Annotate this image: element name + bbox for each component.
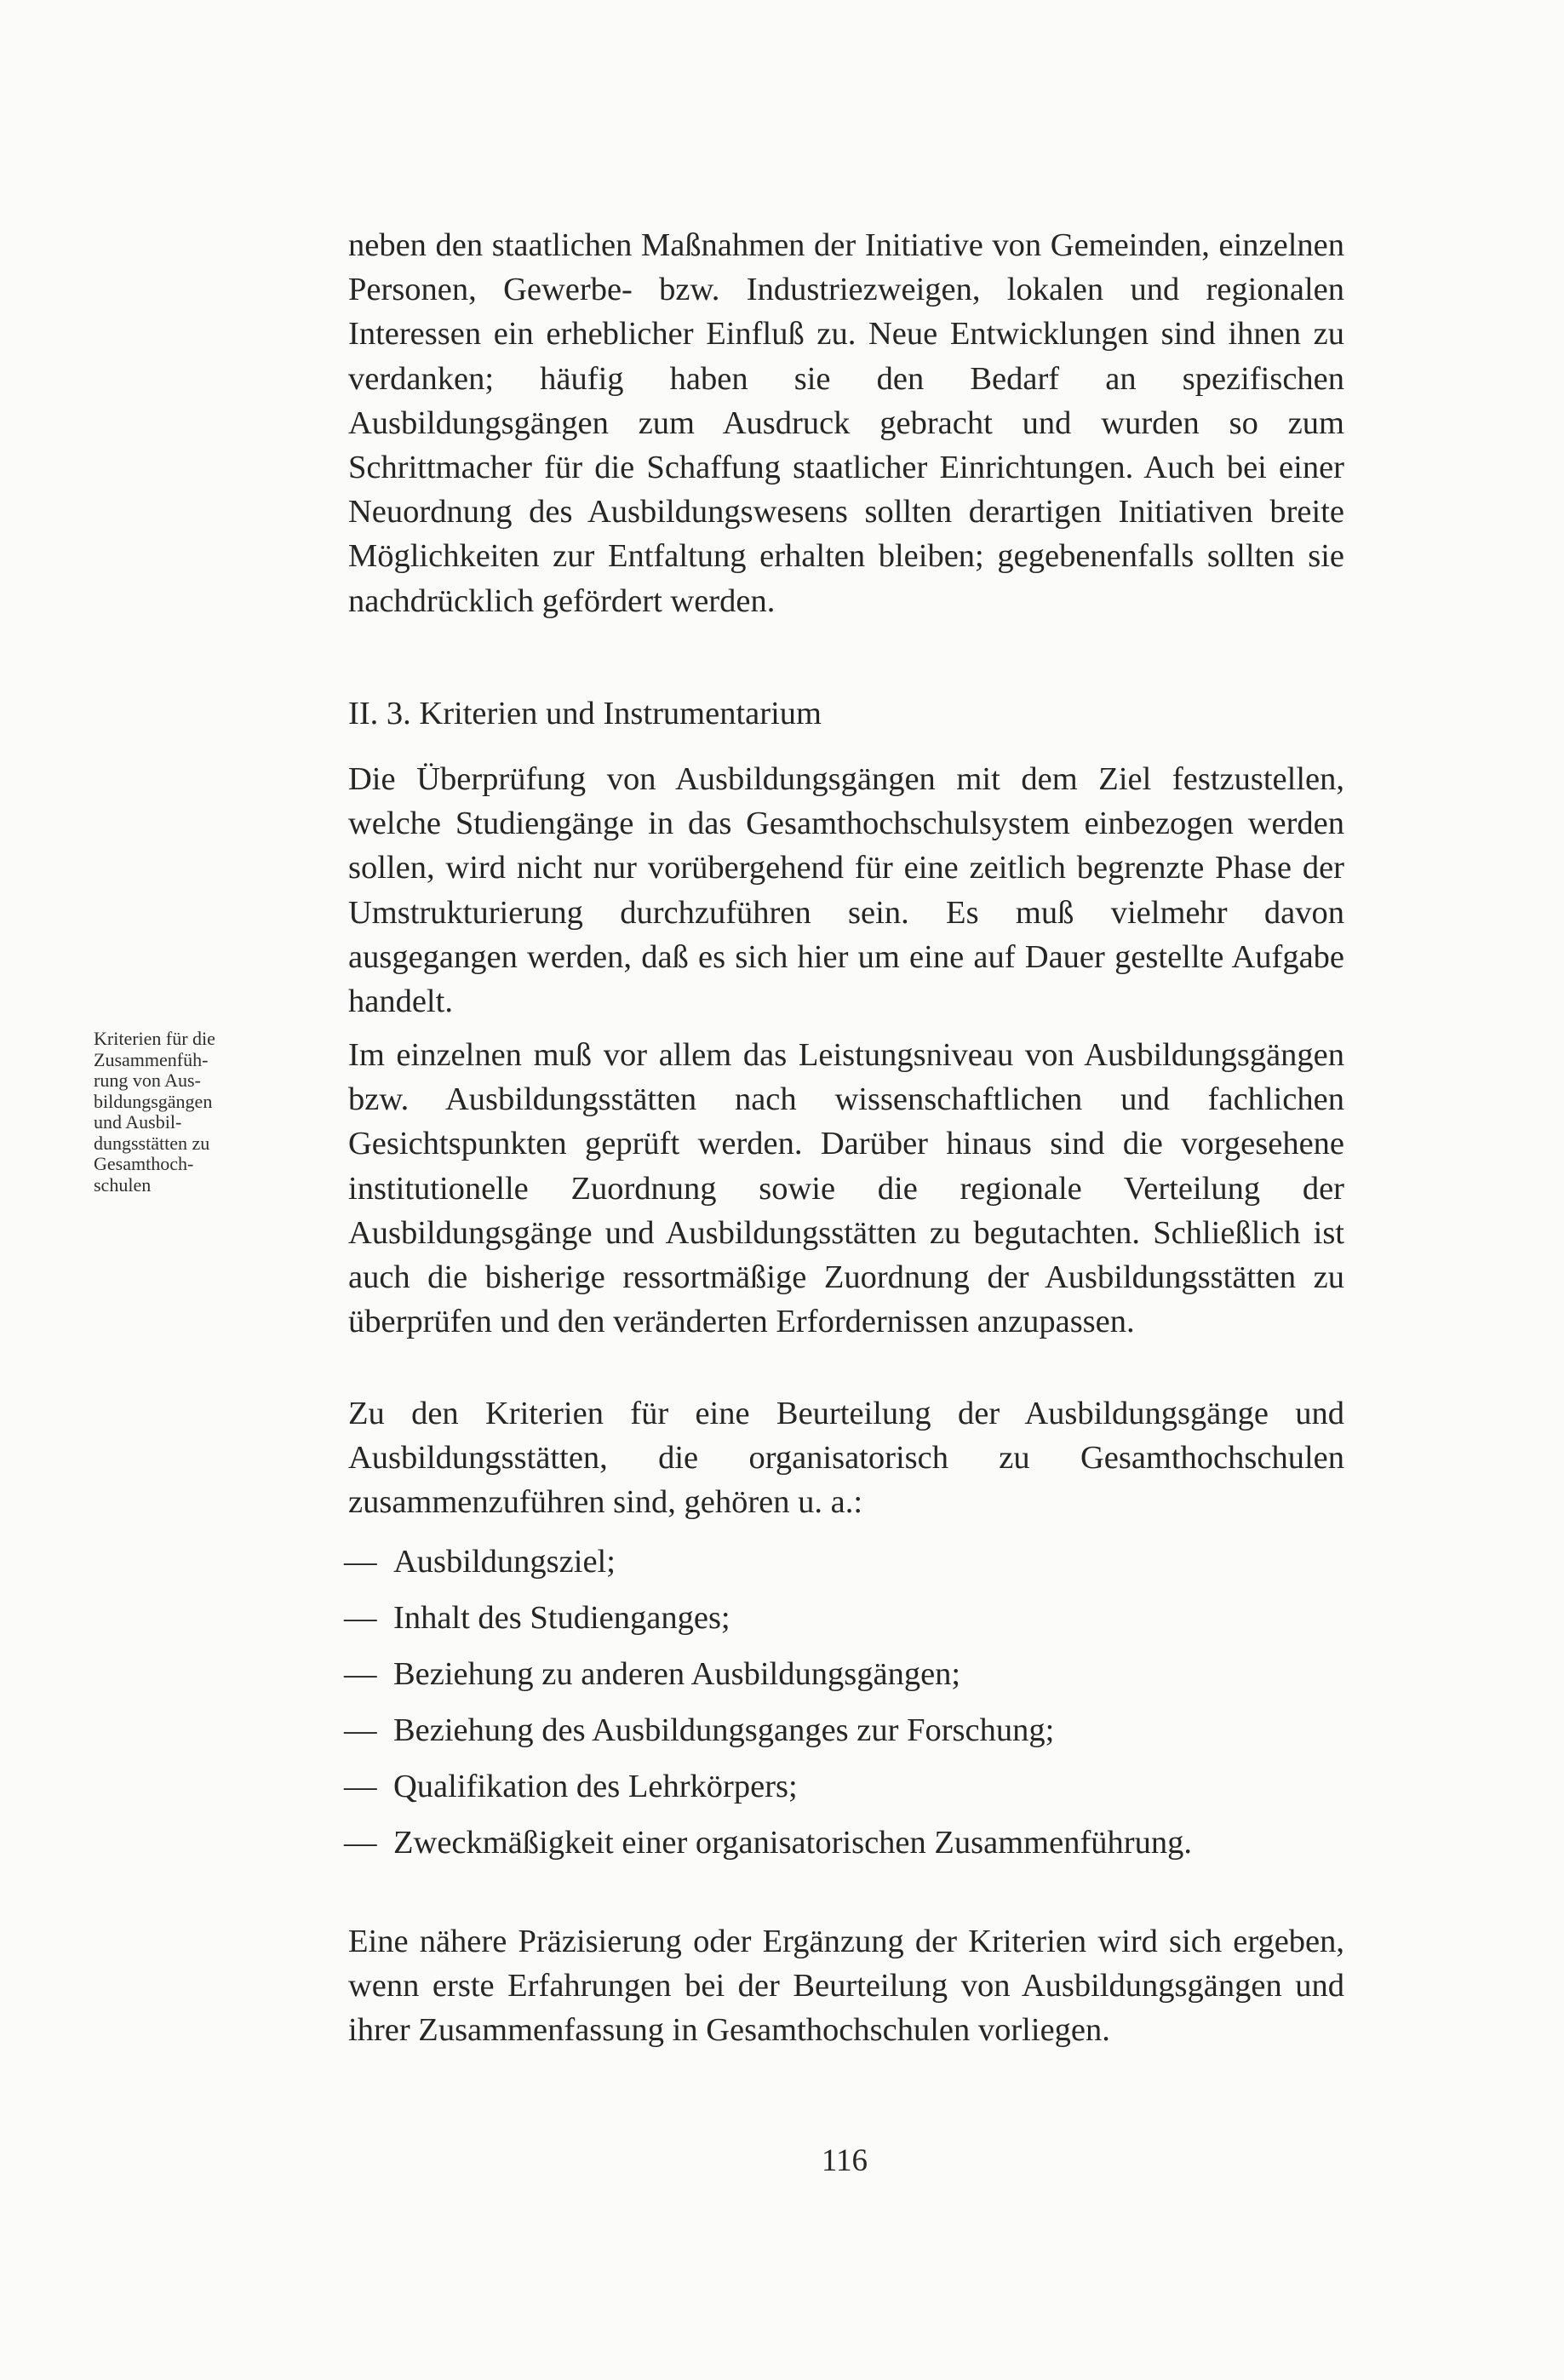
dash-marker: — — [344, 1712, 377, 1748]
list-item — [344, 1596, 1366, 1652]
list-item — [344, 1708, 1366, 1764]
page-number: 116 — [821, 2143, 868, 2178]
dash-marker: — — [344, 1600, 377, 1636]
paragraph-text: Die Überprüfung von Ausbildungsgängen mit dem Ziel festzustellen, welche Studiengänge in das Gesamthochschulsystem einbezogen werden sollen, wird nicht nur vorübergehend für eine zeitlich begrenzte Phase der Umstrukturierung durchzuführen sein. Es muß vielmehr davon ausgegangen werden, daß es sich hier um eine auf Dauer gestellte Aufgabe handelt. — [348, 761, 1344, 1020]
dash-marker: — — [344, 1544, 377, 1580]
list-item-text: Beziehung des Ausbildungsganges zur Forschung; — [393, 1712, 1055, 1748]
paragraph-text: Im einzelnen muß vor allem das Leistungsniveau von Ausbildungsgängen bzw. Ausbildungsstätten nach wissenschaftlichen und fachlichen Gesichtspunkten geprüft werden. Darüber hinaus sind die vorgesehene institutionelle Zuordnung sowie die regionale Verteilung der Ausbildungsgänge und Ausbildungsstätten zu begutachten. Schließlich ist auch die bisherige ressortmäßige Zuordnung der Ausbildungsstätten zu überprüfen und den veränderten Erfordernissen anzupassen. — [348, 1037, 1344, 1340]
margin-note-line: schulen — [94, 1173, 152, 1196]
paragraph-text: Zu den Kriterien für eine Beurteilung der Ausbildungsgänge und Ausbildungsstätten, die organisatorisch zu Gesamthochschulen zusammenzuführen sind, gehören u. a.: — [348, 1396, 1344, 1521]
margin-note — [94, 1029, 306, 1196]
lead-paragraph — [348, 223, 1344, 623]
margin-note-line: dungsstätten zu — [94, 1132, 210, 1154]
paragraph-3 — [348, 1391, 1344, 1525]
margin-note-line: bildungsgängen — [94, 1090, 213, 1112]
section-heading: II. 3. Kriterien und Instrumentarium — [348, 696, 822, 731]
paragraph-1 — [348, 757, 1344, 1024]
list-item — [344, 1540, 1366, 1596]
list-item-text: Zweckmäßigkeit einer organisatorischen Zusammenführung. — [393, 1825, 1192, 1861]
margin-note-line: und Ausbil- — [94, 1111, 182, 1133]
paragraph-4 — [348, 1919, 1344, 2053]
list-item-text: Ausbildungsziel; — [393, 1544, 616, 1580]
paragraph-text: Eine nähere Präzisierung oder Ergänzung der Kriterien wird sich ergeben, wenn erste Erfahrungen bei der Beurteilung von Ausbildungsgängen und ihrer Zusammenfassung in Gesamthochschulen vorliegen. — [348, 1924, 1344, 2049]
list-item — [344, 1821, 1366, 1877]
margin-note-line: Zusammenfüh- — [94, 1048, 209, 1070]
list-item-text: Qualifikation des Lehrkörpers; — [393, 1769, 798, 1804]
list-item-text: Inhalt des Studienganges; — [393, 1600, 730, 1636]
list-item — [344, 1652, 1366, 1708]
paragraph-2 — [348, 1033, 1344, 1344]
paragraph-text: neben den staatlichen Maßnahmen der Initiative von Gemeinden, einzelnen Personen, Gewerbe- bzw. Industriezweigen, lokalen und regionalen Interessen ein erheblicher Einfluß zu. Neue Entwicklungen sind ihnen zu verdanken; häufig haben sie den Bedarf an spezifischen Ausbildungsgängen zum Ausdruck gebracht und wurden so zum Schrittmacher für die Schaffung staatlicher Einrichtungen. Auch bei einer Neuordnung des Ausbildungswesens sollten derartigen Initiativen breite Möglichkeiten zur Entfaltung erhalten bleiben; gegebenenfalls sollten sie nachdrücklich gefördert werden. — [348, 227, 1344, 619]
margin-note-line: rung von Aus- — [94, 1070, 201, 1091]
dash-marker: — — [344, 1656, 377, 1692]
criteria-list — [344, 1540, 1366, 1877]
list-item — [344, 1764, 1366, 1821]
dash-marker: — — [344, 1769, 377, 1804]
margin-note-line: Gesamthoch- — [94, 1153, 194, 1174]
list-item-text: Beziehung zu anderen Ausbildungsgängen; — [393, 1656, 961, 1692]
margin-note-line: Kriterien für die — [94, 1028, 215, 1049]
dash-marker: — — [344, 1825, 377, 1861]
